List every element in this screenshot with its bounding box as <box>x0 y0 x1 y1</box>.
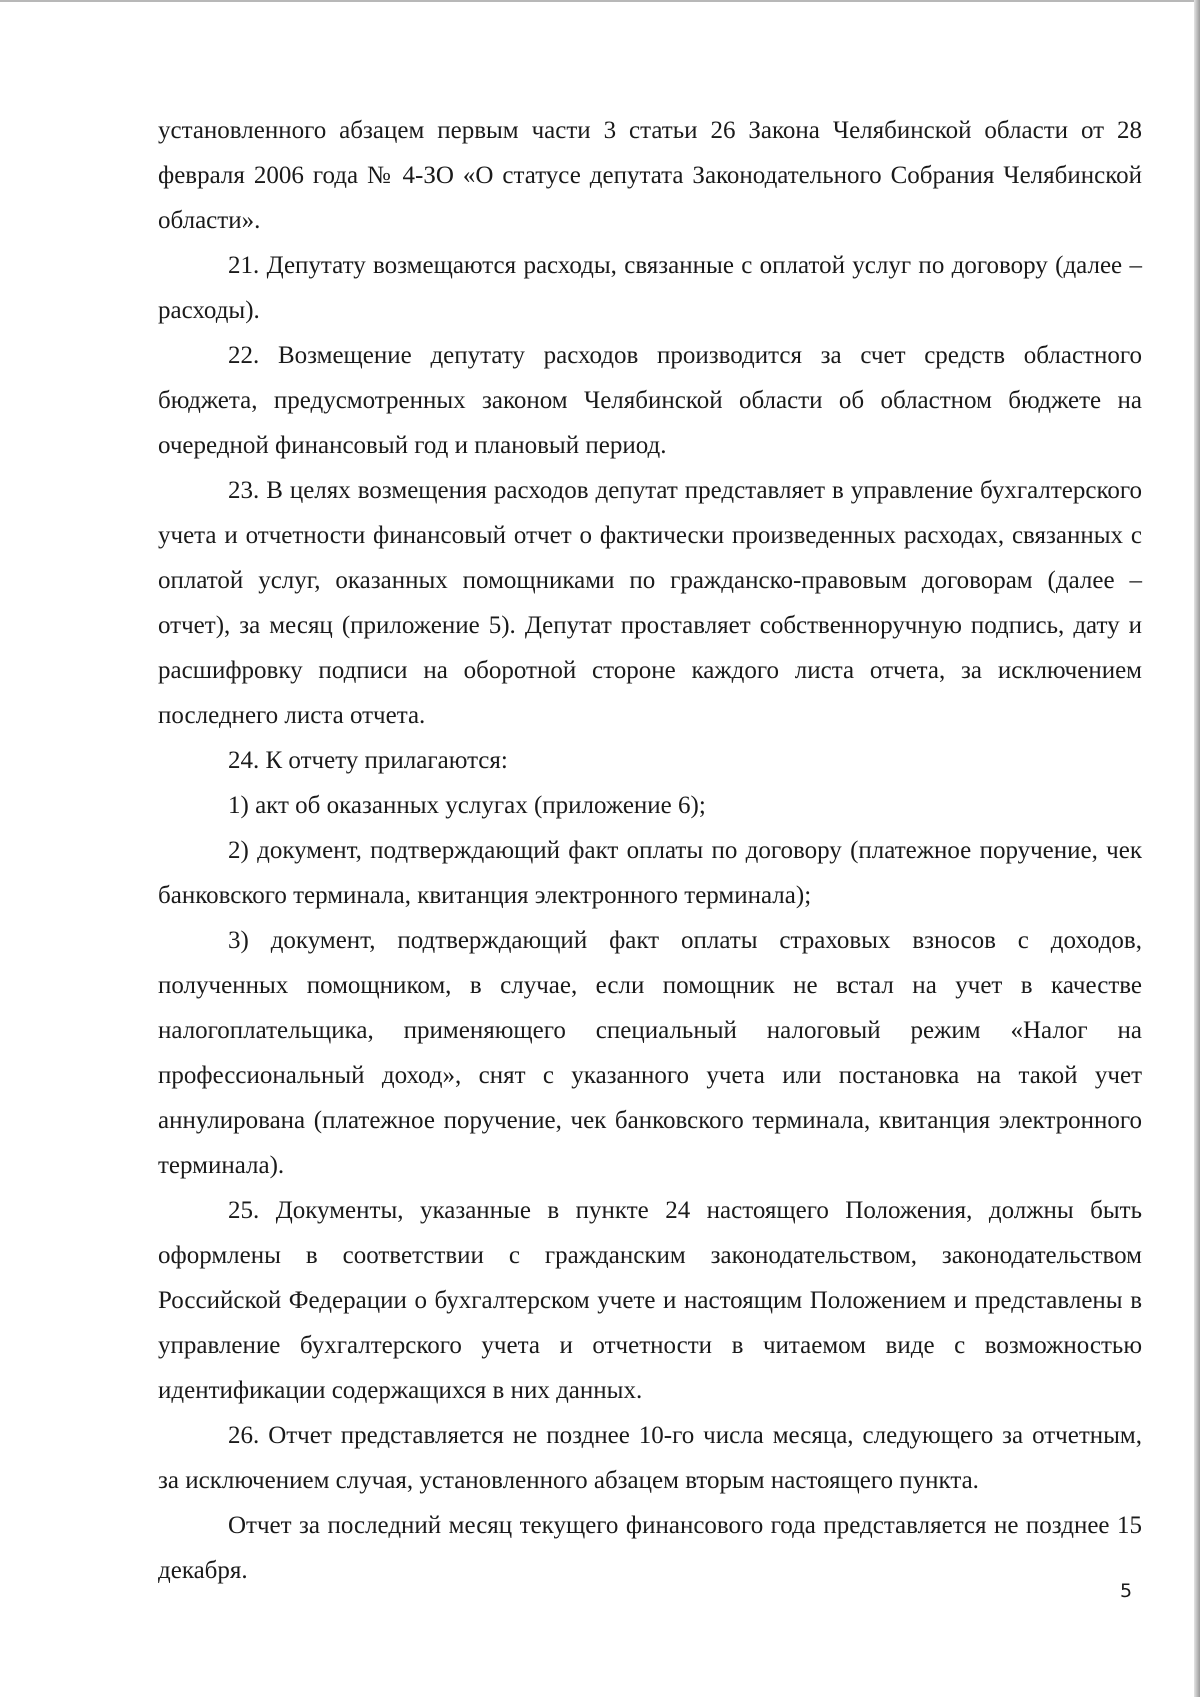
paragraph-continuation: установленного абзацем первым части 3 статьи 26 Закона Челябинской области от 28 февраля 2006 года № 4-ЗО «О статусе депутата Законодательного Собрания Челябинской области». <box>158 117 1142 234</box>
paragraph-item-24-2: 2) документ, подтверждающий факт оплаты по договору (платежное поручение, чек банковского терминала, квитанция электронного терминала); <box>158 837 1142 909</box>
paragraph-item-24-1: 1) акт об оказанных услугах (приложение 6); <box>228 792 706 819</box>
paragraph-item-25: 25. Документы, указанные в пункте 24 настоящего Положения, должны быть оформлены в соответствии с гражданским законодательством, законодательством Российской Федерации о бухгалтерском учете и настоящим Положением и представлены в управление бухгалтерского учета и отчетности в читаемом виде с возможностью идентификации содержащихся в них данных. <box>158 1197 1142 1404</box>
scan-right-edge <box>1194 0 1200 1697</box>
paragraph-item-22: 22. Возмещение депутату расходов производится за счет средств областного бюджета, предусмотренных законом Челябинской области об областном бюджете на очередной финансовый год и плановый период. <box>158 342 1142 459</box>
page-number: 5 <box>1120 1580 1133 1602</box>
document-body <box>158 108 1142 1593</box>
paragraph-item-26: 26. Отчет представляется не позднее 10-го числа месяца, следующего за отчетным, за исключением случая, установленного абзацем вторым настоящего пункта. <box>158 1422 1142 1494</box>
paragraph-item-23: 23. В целях возмещения расходов депутат представляет в управление бухгалтерского учета и отчетности финансовый отчет о фактически произведенных расходах, связанных с оплатой услуг, оказанных помощниками по гражданско-правовым договорам (далее – отчет), за месяц (приложение 5). Депутат проставляет собственноручную подпись, дату и расшифровку подписи на оборотной стороне каждого листа отчета, за исключением последнего листа отчета. <box>158 477 1142 729</box>
paragraph-item-24-3: 3) документ, подтверждающий факт оплаты страховых взносов с доходов, полученных помощником, в случае, если помощник не встал на учет в качестве налогоплательщика, применяющего специальный налоговый режим «Налог на профессиональный доход», снят с указанного учета или постановка на такой учет аннулирована (платежное поручение, чек банковского терминала, квитанция электронного терминала). <box>158 927 1142 1179</box>
paragraph-item-24: 24. К отчету прилагаются: <box>228 747 508 774</box>
paragraph-item-21: 21. Депутату возмещаются расходы, связанные с оплатой услуг по договору (далее – расходы). <box>158 252 1142 324</box>
paragraph-item-26-2: Отчет за последний месяц текущего финансового года представляется не позднее 15 декабря. <box>158 1512 1142 1584</box>
scan-top-edge <box>0 0 1200 2</box>
